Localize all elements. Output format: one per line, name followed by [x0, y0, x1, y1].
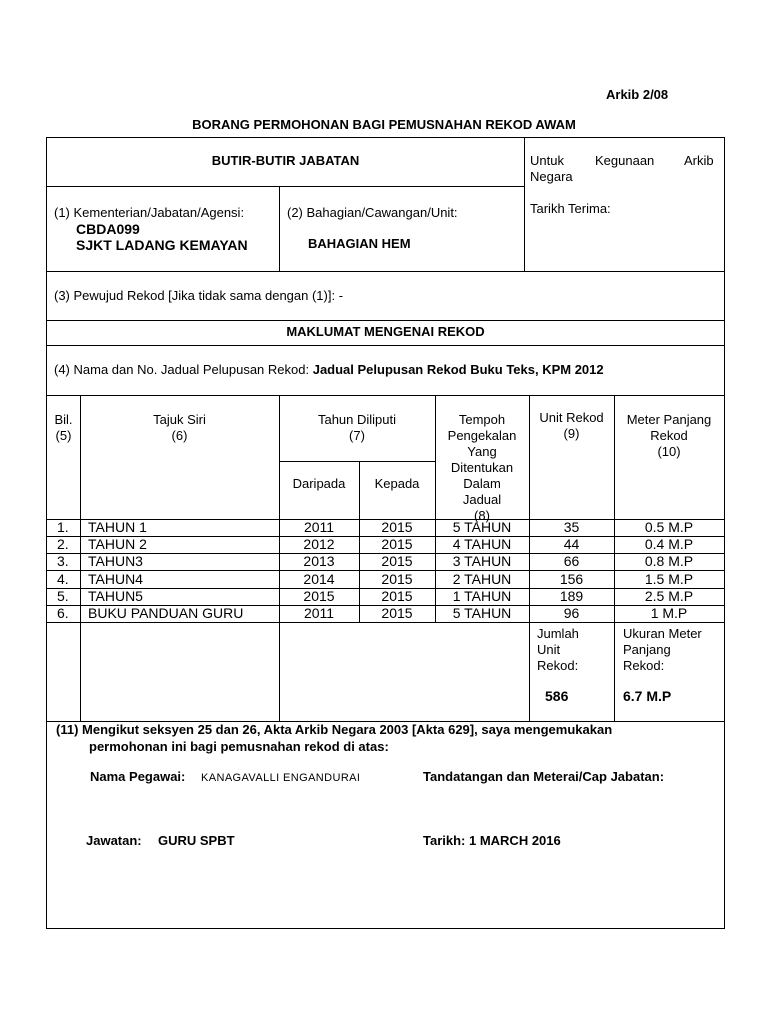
- declaration-line-2: permohonan ini bagi pemusnahan rekod di atas:: [89, 739, 389, 754]
- row-retention: 3 TAHUN: [452, 553, 512, 569]
- divider: [279, 186, 280, 271]
- form-frame: [46, 137, 725, 929]
- row-length: 2.5 M.P: [644, 588, 694, 604]
- position-label: Jawatan:: [86, 833, 142, 848]
- divider: [524, 138, 525, 271]
- row-retention: 5 TAHUN: [452, 605, 512, 621]
- officer-name-label: Nama Pegawai:: [90, 769, 186, 784]
- record-creator-label: (3) Pewujud Rekod [Jika tidak sama dengan (1)]: -: [54, 288, 344, 303]
- row-length: 1 M.P: [650, 605, 688, 621]
- disposal-schedule: [54, 362, 604, 378]
- row-length: 1.5 M.P: [644, 571, 694, 587]
- division-label: (2) Bahagian/Cawangan/Unit:: [287, 205, 458, 220]
- row-from: 2011: [303, 605, 335, 621]
- row-from: 2013: [303, 553, 335, 569]
- col-header-length: Meter Panjang Rekod (10): [626, 412, 712, 459]
- row-units: 156: [559, 571, 584, 587]
- received-date-label: Tarikh Terima:: [530, 201, 611, 216]
- col-header-units: Unit Rekod (9): [539, 410, 604, 441]
- row-units: 96: [563, 605, 580, 621]
- row-title: TAHUN5: [88, 588, 143, 604]
- row-length: 0.8 M.P: [644, 553, 694, 569]
- row-to: 2015: [381, 605, 413, 621]
- form-reference: Arkib 2/08: [606, 87, 669, 102]
- ministry-label: (1) Kementerian/Jabatan/Agensi:: [54, 205, 245, 220]
- divider: [47, 271, 724, 272]
- row-title: TAHUN 1: [88, 519, 147, 535]
- row-to: 2015: [381, 519, 413, 535]
- signature-label: Tandatangan dan Meterai/Cap Jabatan:: [423, 769, 665, 784]
- row-to: 2015: [381, 588, 413, 604]
- row-from: 2015: [303, 588, 335, 604]
- disposal-schedule-value: Jadual Pelupusan Rekod Buku Teks, KPM 2012: [312, 362, 604, 377]
- total-units-value: 586: [545, 688, 569, 704]
- divider: [47, 345, 724, 346]
- office-use-word: Arkib: [684, 153, 714, 168]
- total-length-label: Ukuran Meter Panjang Rekod:: [623, 626, 702, 673]
- row-title: TAHUN4: [88, 571, 143, 587]
- col-header-to: Kepada: [374, 476, 420, 491]
- row-units: 66: [563, 553, 580, 569]
- col-header-title: Tajuk Siri (6): [153, 412, 206, 443]
- position-value: GURU SPBT: [158, 833, 235, 848]
- row-to: 2015: [381, 553, 413, 569]
- office-use-word: Untuk: [530, 153, 564, 168]
- row-from: 2012: [303, 536, 335, 552]
- divider: [47, 186, 524, 187]
- row-retention: 1 TAHUN: [452, 588, 512, 604]
- row-units: 189: [559, 588, 584, 604]
- row-to: 2015: [381, 571, 413, 587]
- row-from: 2011: [303, 519, 335, 535]
- declaration-line-1: (11) Mengikut seksyen 25 dan 26, Akta Arkib Negara 2003 [Akta 629], saya mengemukakan: [56, 722, 613, 737]
- divider: [279, 461, 435, 462]
- records-heading: MAKLUMAT MENGENAI REKOD: [286, 324, 485, 339]
- division-name: BAHAGIAN HEM: [308, 236, 411, 251]
- row-number: 5.: [57, 588, 69, 604]
- row-length: 0.4 M.P: [644, 536, 694, 552]
- office-use-word: Kegunaan: [595, 153, 655, 168]
- divider: [47, 622, 724, 623]
- ministry-code: CBDA099: [76, 221, 140, 237]
- office-use-word: Negara: [530, 169, 573, 184]
- row-units: 44: [563, 536, 580, 552]
- total-units-label: Jumlah Unit Rekod:: [537, 626, 579, 673]
- row-to: 2015: [381, 536, 413, 552]
- ministry-name: SJKT LADANG KEMAYAN: [76, 237, 248, 253]
- dept-heading: BUTIR-BUTIR JABATAN: [211, 153, 360, 168]
- row-number: 4.: [57, 571, 69, 587]
- row-retention: 4 TAHUN: [452, 536, 512, 552]
- col-header-retention: Tempoh Pengekalan Yang Ditentukan Dalam Jadual (8): [447, 412, 517, 523]
- col-header-bil: Bil. (5): [54, 412, 73, 443]
- row-retention: 2 TAHUN: [452, 571, 512, 587]
- row-title: BUKU PANDUAN GURU: [88, 605, 244, 621]
- row-title: TAHUN3: [88, 553, 143, 569]
- date-label: Tarikh: 1 MARCH 2016: [423, 833, 561, 848]
- row-from: 2014: [303, 571, 335, 587]
- row-number: 2.: [57, 536, 69, 552]
- row-number: 1.: [57, 519, 69, 535]
- row-length: 0.5 M.P: [644, 519, 694, 535]
- row-number: 6.: [57, 605, 69, 621]
- row-units: 35: [563, 519, 580, 535]
- row-number: 3.: [57, 553, 69, 569]
- row-retention: 5 TAHUN: [452, 519, 512, 535]
- total-length-value: 6.7 M.P: [623, 688, 672, 704]
- form-title: BORANG PERMOHONAN BAGI PEMUSNAHAN REKOD AWAM: [192, 117, 576, 132]
- col-header-years: Tahun Diliputi (7): [317, 412, 397, 443]
- row-title: TAHUN 2: [88, 536, 147, 552]
- divider: [47, 395, 724, 396]
- disposal-schedule-label: (4) Nama dan No. Jadual Pelupusan Rekod:: [54, 362, 313, 377]
- officer-name: KANAGAVALLI ENGANDURAI: [201, 772, 361, 784]
- divider: [47, 320, 724, 321]
- col-header-from: Daripada: [292, 476, 346, 491]
